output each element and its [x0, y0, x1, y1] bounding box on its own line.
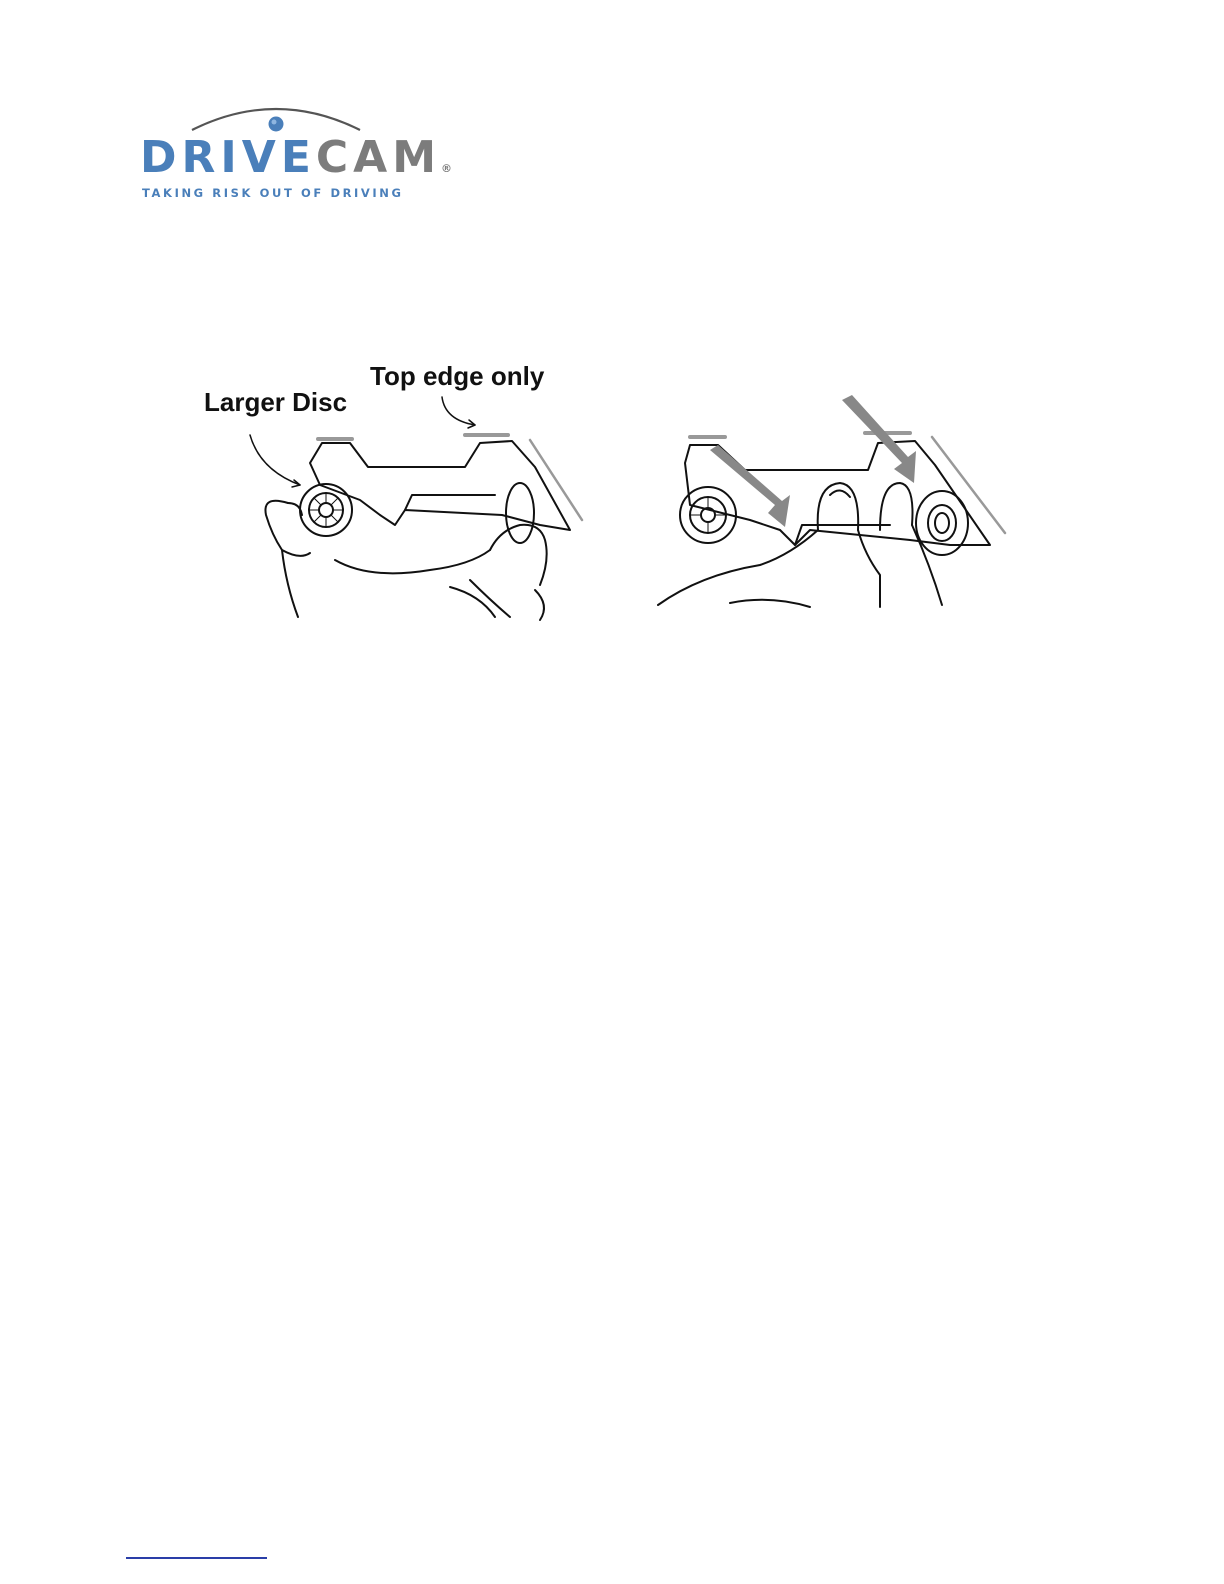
logo-word-cam: CAM	[315, 132, 442, 183]
logo-registered-mark: ®	[441, 162, 453, 175]
logo-tagline: TAKING RISK OUT OF DRIVING	[142, 186, 404, 200]
logo-wordmark	[140, 132, 453, 183]
callout-larger-disc: Larger Disc	[204, 387, 348, 417]
footer-rule	[126, 1557, 267, 1559]
logo-word-drive: DRIVE	[140, 132, 316, 183]
callout-top-edge-only: Top edge only	[370, 361, 545, 391]
drivecam-logo	[136, 100, 453, 200]
mounting-instruction-figure	[190, 355, 1020, 630]
logo-arc-icon	[186, 100, 366, 134]
